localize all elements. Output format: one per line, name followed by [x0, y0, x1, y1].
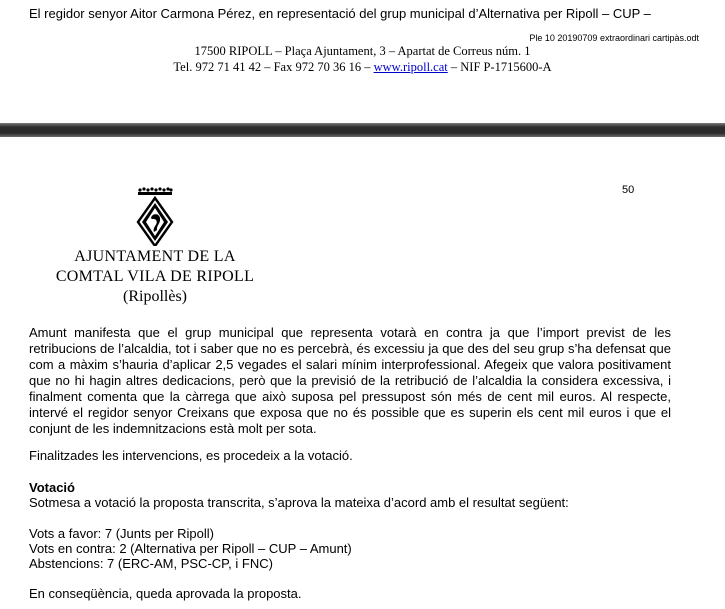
footer-address: 17500 RIPOLL – Plaça Ajuntament, 3 – Apartat de Correus núm. 1 [194, 44, 531, 58]
nif: – NIF P-1715600-A [447, 60, 552, 74]
page-separator [0, 123, 725, 137]
abstentions: Abstencions: 7 (ERC-AM, PSC-CP, i FNC) [29, 556, 273, 571]
previous-page-last-line: El regidor senyor Aitor Carmona Pérez, en representació del grup municipal d’Alternativa per Ripoll – CUP – [29, 6, 651, 21]
coat-of-arms-icon [135, 186, 175, 246]
footer-contact [0, 60, 725, 75]
org-region: (Ripollès) [123, 288, 187, 305]
website-link[interactable]: www.ripoll.cat [373, 60, 448, 74]
vote-intro: Sotmesa a votació la proposta transcrita, s’aprova la mateixa d’acord amb el resultat següent: [29, 495, 569, 510]
file-reference: Ple 10 20190709 extraordinari cartipàs.odt [529, 33, 699, 43]
section-heading: Votació [29, 480, 75, 495]
body-paragraph: Amunt manifesta que el grup municipal que representa votarà en contra ja que l’import previst de les retribucions de l’alcaldia, tot i saber que no es percebrà, és excessiu ja que des del seu grup s’ha defensat que com a màxim s’hauria d’aplicar 2,5 vegades el salari mínim interprofessional. Afegeix que valora positivament que no hi hagin altres dedicacions, però que la previsió de la retribució de l’alcaldia la considera excessiva, i finalment comenta que la càrrega que això suposa pel pressupost són més de cent mil euros. Al respecte, intervé el regidor senyor Creixans que exposa que no és possible que es superin els cent mil euros i que el conjunt de les indemnitzacions està molt per sota. [29, 325, 671, 436]
page-number: 50 [622, 184, 635, 196]
votes-against: Vots en contra: 2 (Alternativa per Ripoll – CUP – Amunt) [29, 541, 352, 556]
body-paragraph: Finalitzades les intervencions, es procedeix a la votació. [29, 448, 353, 463]
votes-for: Vots a favor: 7 (Junts per Ripoll) [29, 526, 214, 541]
phone-fax: Tel. 972 71 41 42 – Fax 972 70 36 16 – [173, 60, 374, 74]
org-name-line2: COMTAL VILA DE RIPOLL [55, 268, 255, 285]
org-name-line1: AJUNTAMENT DE LA [74, 248, 236, 265]
conclusion: En conseqüència, queda aprovada la proposta. [29, 586, 302, 601]
